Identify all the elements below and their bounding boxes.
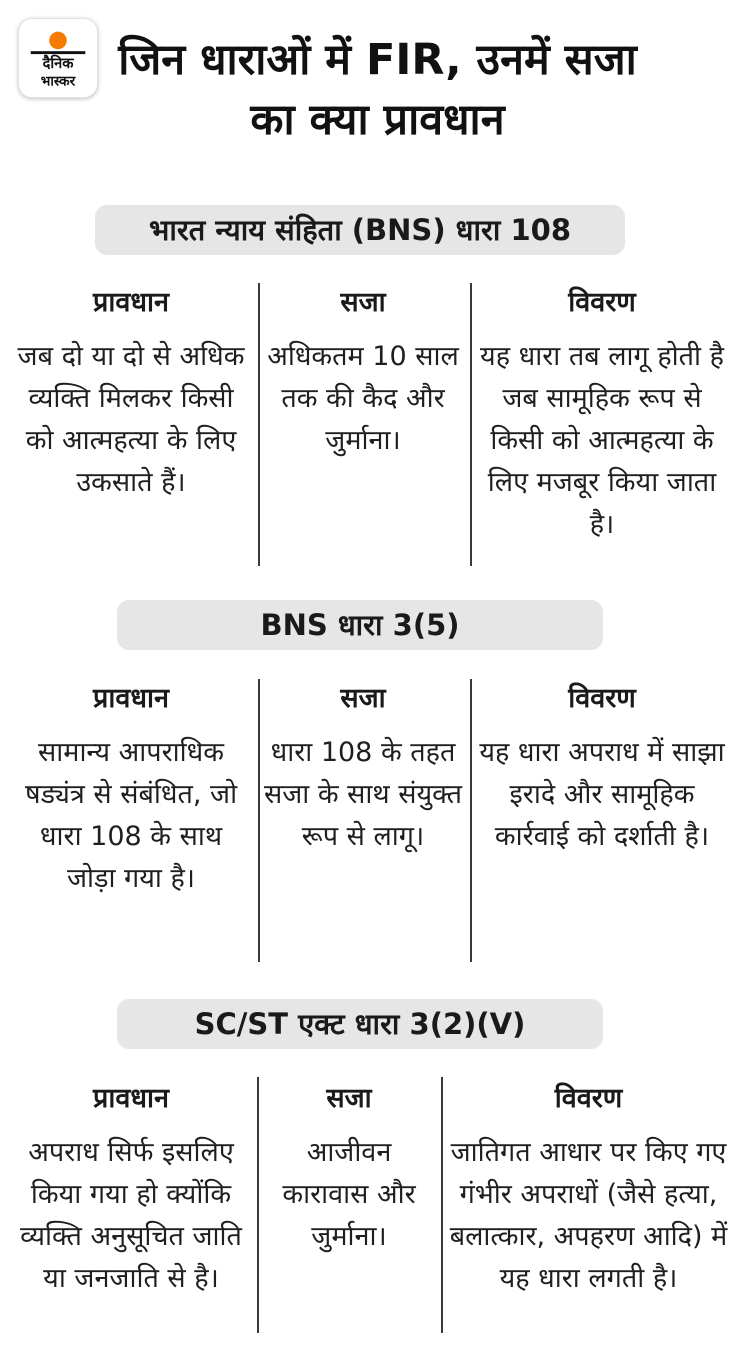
column-divider [257,1077,259,1333]
section-header-bns-3-5: BNS धारा 3(5) [117,600,603,650]
section-header-bns-108: भारत न्याय संहिता (BNS) धारा 108 [95,205,625,255]
page-title: जिन धाराओं में FIR, उनमें सजा का क्या प्रावधान [118,35,637,145]
column-divider [470,283,472,566]
column-text: आजीवन कारावास और जुर्माना। [282,1137,416,1252]
column-text: यह धारा तब लागू होती है जब सामूहिक रूप से किसी को आत्महत्या के लिए मजबूर किया जाता है। [480,341,724,540]
column-text: जातिगत आधार पर किए गए गंभीर अपराधों (जैसे हत्या, बलात्कार, अपहरण आदि) में यह धारा लगती है। [449,1137,728,1294]
logo-mark [19,19,97,97]
punishment-column [263,682,463,858]
column-divider [470,679,472,962]
details-column [447,1082,730,1300]
column-text: सामान्य आपराधिक षड्यंत्र से संबंधित, जो धारा 108 के साथ जोड़ा गया है। [24,737,238,894]
section-header-scst-act: SC/ST एक्ट धारा 3(2)(V) [117,999,603,1049]
provision-column [14,1082,248,1300]
column-heading: प्रावधान [93,287,169,318]
column-heading: प्रावधान [93,683,169,714]
logo-line2: भास्कर [40,73,76,90]
column-heading: प्रावधान [93,1083,169,1114]
column-heading: विवरण [568,287,636,318]
column-divider [258,679,260,962]
punishment-column [263,286,463,462]
details-column [474,682,730,858]
column-text: अधिकतम 10 साल तक की कैद और जुर्माना। [267,341,459,456]
column-text: अपराध सिर्फ इसलिए किया गया हो क्योंकि व्यक्ति अनुसूचित जाति या जनजाति से है। [20,1137,242,1294]
column-heading: सजा [326,1083,372,1114]
punishment-column [262,1082,436,1258]
column-text: जब दो या दो से अधिक व्यक्ति मिलकर किसी को आत्महत्या के लिए उकसाते हैं। [17,341,245,498]
column-heading: विवरण [554,1083,623,1114]
column-text: यह धारा अपराध में साझा इरादे और सामूहिक कार्रवाई को दर्शाती है। [479,737,725,852]
dainik-bhaskar-logo [18,18,98,98]
sun-icon [49,32,67,50]
logo-line1: दैनिक [42,54,74,72]
column-heading: विवरण [568,683,636,714]
column-divider [258,283,260,566]
details-column [474,286,730,546]
provision-column [14,286,248,504]
column-text: धारा 108 के तहत सजा के साथ संयुक्त रूप से लागू। [263,737,463,852]
column-divider [441,1077,443,1333]
column-heading: सजा [340,683,386,714]
column-heading: सजा [340,287,386,318]
provision-column [14,682,248,900]
